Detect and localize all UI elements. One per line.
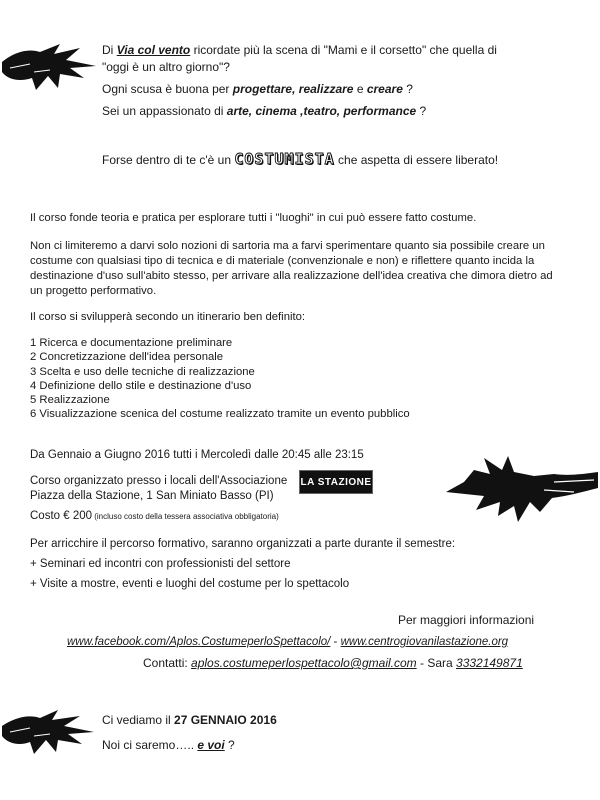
hand-illustration-bottom (0, 708, 100, 758)
list-item: 4 Definizione dello stile e destinazione d'uso (30, 379, 252, 392)
facebook-link[interactable]: www.facebook.com/Aplos.CostumeperloSpettacolo/ (67, 636, 331, 648)
intro-text: che aspetta di essere liberato! (334, 153, 499, 167)
costumista-word: COSTUMISTA (234, 150, 335, 168)
itinerary-list (30, 336, 575, 422)
list-item: 2 Concretizzazione dell'idea personale (30, 351, 224, 364)
intro-text: ? (402, 82, 413, 96)
intro-text: ? (416, 104, 427, 118)
extras-item-1: + Seminari ed incontri con professionisti del settore (30, 558, 291, 570)
contacts-heading: Per maggiori informazioni (398, 613, 535, 627)
extras-item-2: + Visite a mostre, eventi e luoghi del costume per lo spettacolo (30, 578, 350, 590)
hand-illustration-top (0, 42, 100, 98)
list-item: 3 Scelta e uso delle tecniche di realizzazione (30, 365, 255, 378)
email-link[interactable]: aplos.costumeperlospettacolo@gmail.com (191, 656, 417, 670)
emphasis-text: progettare, realizzare (232, 82, 354, 96)
separator: - (330, 636, 341, 648)
venue-line-1: Corso organizzato presso i locali dell'Associazione (30, 475, 288, 487)
body-paragraph-3: Il corso si svilupperà secondo un itinerario ben definito: (30, 311, 306, 323)
venue-line-2: Piazza della Stazione, 1 San Miniato Basso (PI) (30, 490, 274, 502)
intro-text: Ogni scusa è buona per (102, 82, 233, 96)
list-item: 6 Visualizzazione scenica del costume realizzato tramite un evento pubblico (30, 408, 410, 421)
body-paragraph-1: Il corso fonde teoria e pratica per esplorare tutti i "luoghi" in cui può essere fatto costume. (30, 212, 477, 224)
footer-line-1 (102, 713, 277, 727)
footer-text: ? (224, 738, 235, 752)
list-item: 5 Realizzazione (30, 394, 110, 407)
footer-text: Noi ci saremo….. (102, 738, 198, 752)
list-item: 1 Ricerca e documentazione preliminare (30, 337, 233, 349)
intro-line-1 (102, 43, 497, 57)
contacts-label: Contatti: (143, 656, 192, 670)
paragraph-line: Non ci limiteremo a darvi solo nozioni di sartoria ma a farvi sperimentare quanto sia possibile creare un (30, 240, 545, 252)
intro-line-2: "oggi è un altro giorno"? (102, 60, 230, 74)
phone-number[interactable]: 3332149871 (456, 656, 523, 670)
intro-text: Di (102, 43, 117, 57)
footer-text: Ci vediamo il (102, 713, 175, 727)
cost-line (30, 510, 279, 524)
intro-text: e (353, 82, 367, 96)
separator: - Sara (416, 656, 457, 670)
extras-intro: Per arricchire il percorso formativo, saranno organizzati a parte durante il semestre: (30, 538, 456, 550)
intro-line-5 (102, 150, 498, 168)
contact-line (143, 656, 523, 670)
intro-text: Forse dentro di te c'è un (102, 153, 235, 167)
film-title: Via col vento (116, 43, 191, 57)
links-line (67, 636, 508, 650)
body-paragraph-2 (30, 239, 575, 299)
website-link[interactable]: www.centrogiovanilastazione.org (340, 636, 509, 648)
intro-text: Sei un appassionato di (102, 104, 227, 118)
intro-line-4 (102, 104, 426, 118)
cost-note: (incluso costo della tessera associativa obbligatoria) (92, 512, 279, 521)
intro-text: ricordate più la scena di "Mami e il corsetto" che quella di (190, 43, 497, 57)
association-logo: LA STAZIONE (299, 470, 373, 494)
cost-text: Costo € 200 (30, 510, 93, 522)
schedule-text: Da Gennaio a Giugno 2016 tutti i Mercoledì dalle 20:45 alle 23:15 (30, 449, 364, 461)
emphasis-text: creare (366, 82, 403, 96)
hand-illustration-middle (444, 452, 600, 532)
emphasis-text: e voi (197, 738, 225, 752)
paragraph-line: un progetto performativo. (30, 285, 157, 297)
emphasis-text: arte, cinema ,teatro, performance (226, 104, 417, 118)
paragraph-line: destinazione d'uso sull'abito stesso, per arrivare alla realizzazione dell'idea creativa che dimora dietro ad (30, 270, 553, 282)
paragraph-line: costume con qualsiasi tipo di tecnica e di materiale (convenzionale e non) e riflettere quanto incida la (30, 255, 535, 267)
event-date: 27 GENNAIO 2016 (174, 713, 277, 727)
intro-line-3 (102, 82, 413, 96)
footer-line-2 (102, 738, 235, 752)
